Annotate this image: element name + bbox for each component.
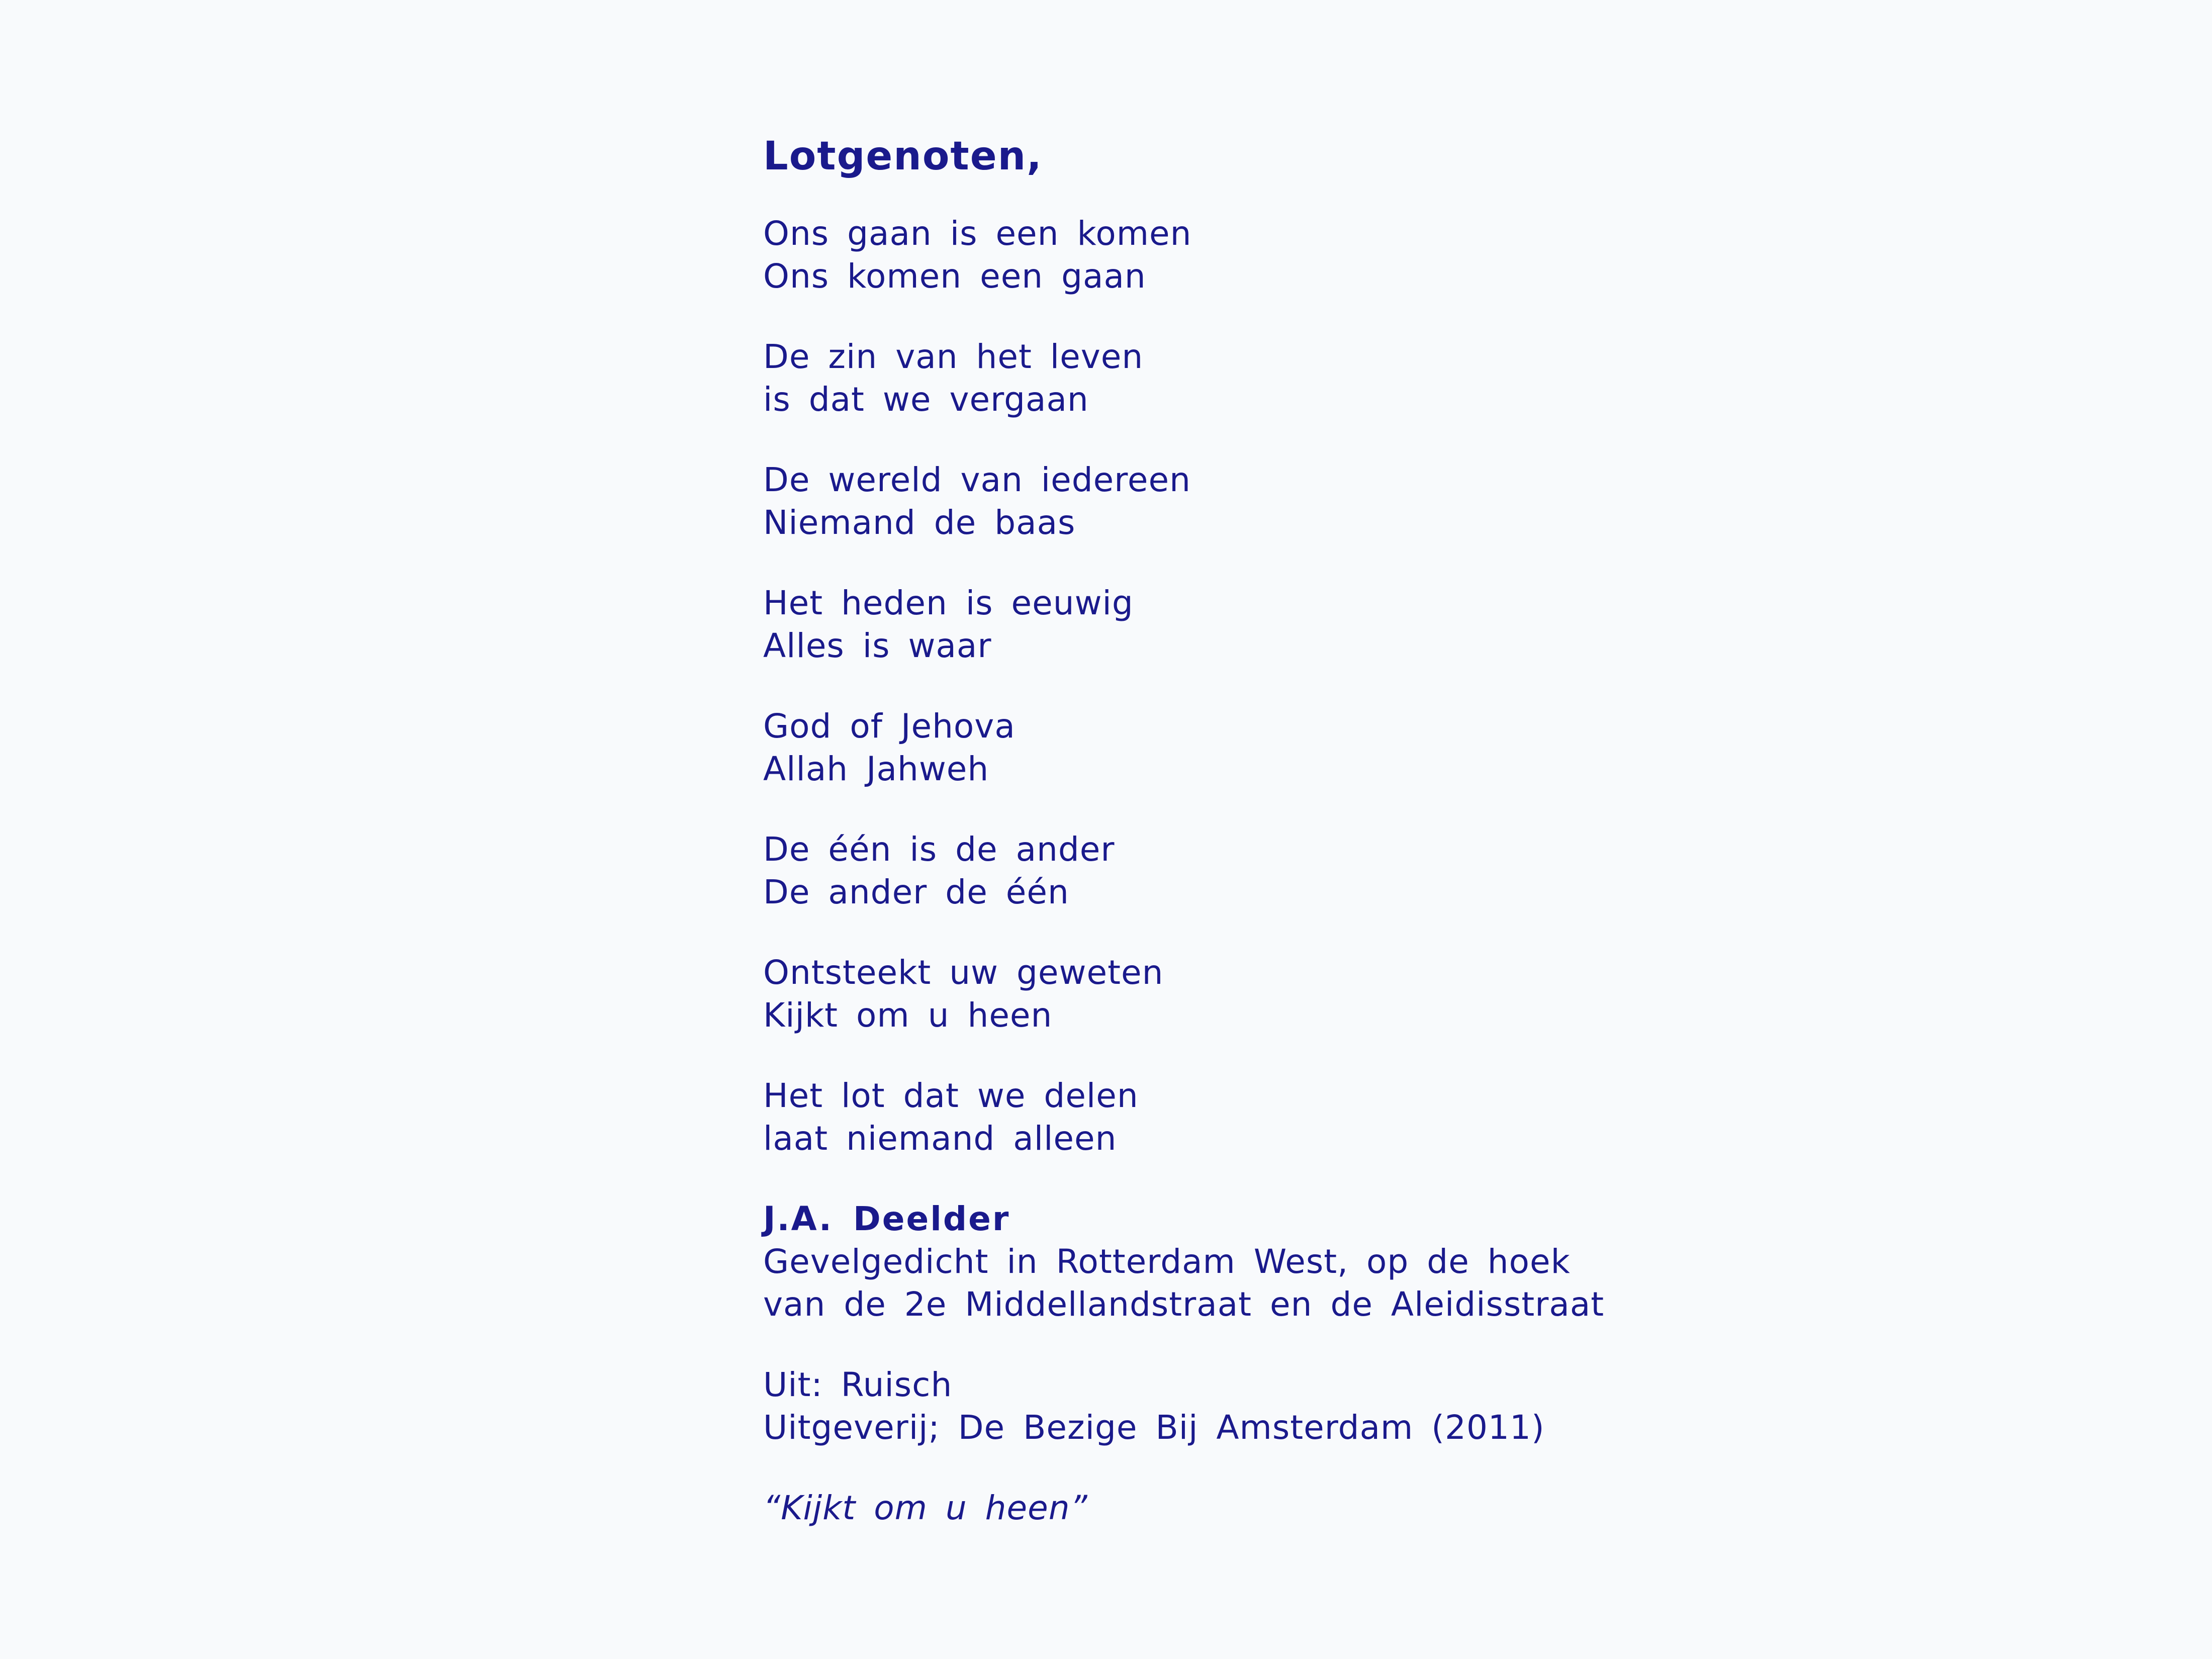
stanza-8 — [763, 1074, 1970, 1160]
stanza-6 — [763, 828, 1970, 913]
poem-document — [763, 135, 1970, 1567]
author-block — [763, 1197, 1970, 1326]
source-line: Uit: Ruisch — [763, 1365, 953, 1404]
location-line: Gevelgedicht in Rotterdam West, op de hoek — [763, 1242, 1571, 1281]
poem-line: Niemand de baas — [763, 503, 1076, 542]
poem-line: Kijkt om u heen — [763, 996, 1053, 1035]
poem-line: De ander de één — [763, 873, 1069, 911]
poem-line: Het heden is eeuwig — [763, 584, 1134, 622]
poem-line: De wereld van iedereen — [763, 460, 1191, 499]
stanza-4 — [763, 582, 1970, 667]
poem-line: De zin van het leven — [763, 337, 1144, 376]
stanza-7 — [763, 951, 1970, 1037]
poem-line: laat niemand alleen — [763, 1119, 1117, 1158]
stanza-3 — [763, 458, 1970, 544]
poem-line: Ons komen een gaan — [763, 257, 1146, 296]
poem-title: Lotgenoten, — [763, 134, 1043, 179]
quote-block — [763, 1487, 1970, 1529]
closing-quote: “Kijkt om u heen” — [763, 1489, 1088, 1527]
poem-line: is dat we vergaan — [763, 380, 1089, 419]
poem-line: Alles is waar — [763, 626, 992, 665]
poem-line: God of Jehova — [763, 707, 1016, 746]
source-block — [763, 1363, 1970, 1449]
stanza-1 — [763, 212, 1970, 298]
poem-line: De één is de ander — [763, 830, 1115, 869]
stanza-5 — [763, 705, 1970, 790]
author-name: J.A. Deelder — [763, 1200, 1010, 1238]
poem-line: Het lot dat we delen — [763, 1076, 1139, 1115]
stanza-2 — [763, 335, 1970, 421]
source-line: Uitgeverij; De Bezige Bij Amsterdam (2011) — [763, 1408, 1545, 1447]
poem-line: Ons gaan is een komen — [763, 214, 1192, 253]
location-line: van de 2e Middellandstraat en de Aleidisstraat — [763, 1285, 1605, 1324]
poem-line: Ontsteekt uw geweten — [763, 953, 1164, 992]
poem-line: Allah Jahweh — [763, 750, 989, 788]
